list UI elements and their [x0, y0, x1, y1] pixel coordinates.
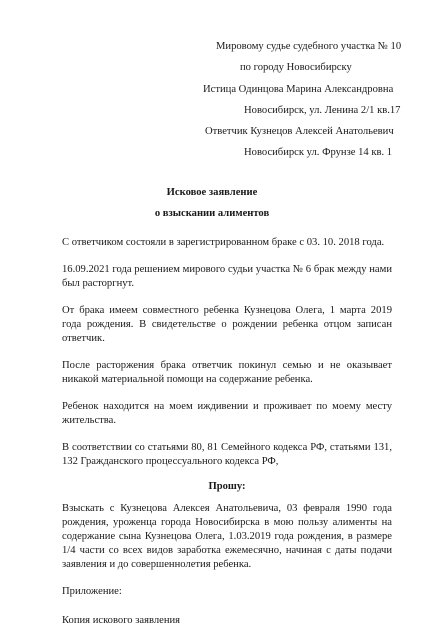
header-defendant-address: Новосибирск ул. Фрунзе 14 кв. 1	[244, 147, 393, 158]
paragraph-residence: Ребенок находится на моем иждивении и проживает по моему месту жительства.	[62, 401, 392, 426]
request-heading: Прошу:	[208, 481, 246, 492]
attachments	[62, 585, 392, 628]
paragraph-child: От брака имеем совместного ребенка Кузнецова Олега, 1 марта 2019 года рождения. В свидетельстве о рождении ребенка отцом записан ответчик.	[62, 305, 392, 344]
header-plaintiff: Истица Одинцова Марина Александровна	[203, 84, 394, 95]
document-title: Исковое заявление	[166, 187, 258, 198]
header-defendant: Ответчик Кузнецов Алексей Анатольевич	[205, 126, 394, 137]
paragraph-legal-basis: В соответствии со статьями 80, 81 Семейного кодекса РФ, статьями 131, 132 Гражданского процессуального кодекса РФ,	[62, 442, 392, 467]
header-plaintiff-address: Новосибирск, ул. Ленина 2/1 кв.17	[244, 105, 401, 116]
paragraph-marriage: С ответчиком состояли в зарегистрированном браке с 03. 10. 2018 года.	[62, 237, 385, 248]
document-subtitle: о взыскании алиментов	[154, 208, 270, 219]
header-court: Мировому судье судебного участка № 10	[216, 41, 402, 52]
attachments-label: Приложение:	[62, 586, 122, 597]
document-body	[62, 236, 392, 643]
paragraph-no-support: После расторжения брака ответчик покинул семью и не оказывает никакой материальной помощи на содержание ребенка.	[62, 360, 392, 385]
paragraph-divorce: 16.09.2021 года решением мирового судьи участка № 6 брак между нами был расторгнут.	[62, 264, 392, 289]
header-city: по городу Новосибирску	[240, 62, 352, 73]
attachment-item: Копия искового заявления	[62, 615, 181, 626]
paragraph-request: Взыскать с Кузнецова Алексея Анатольевича, 03 февраля 1990 года рождения, уроженца города Новосибирска в мою пользу алименты на содержание сына Кузнецова Олега, 1.03.2019 года рождения, в размере 1/4 части со всех видов заработка ежемесячно, начиная с даты подачи заявления и до совершеннолетия ребенка.	[62, 503, 392, 570]
